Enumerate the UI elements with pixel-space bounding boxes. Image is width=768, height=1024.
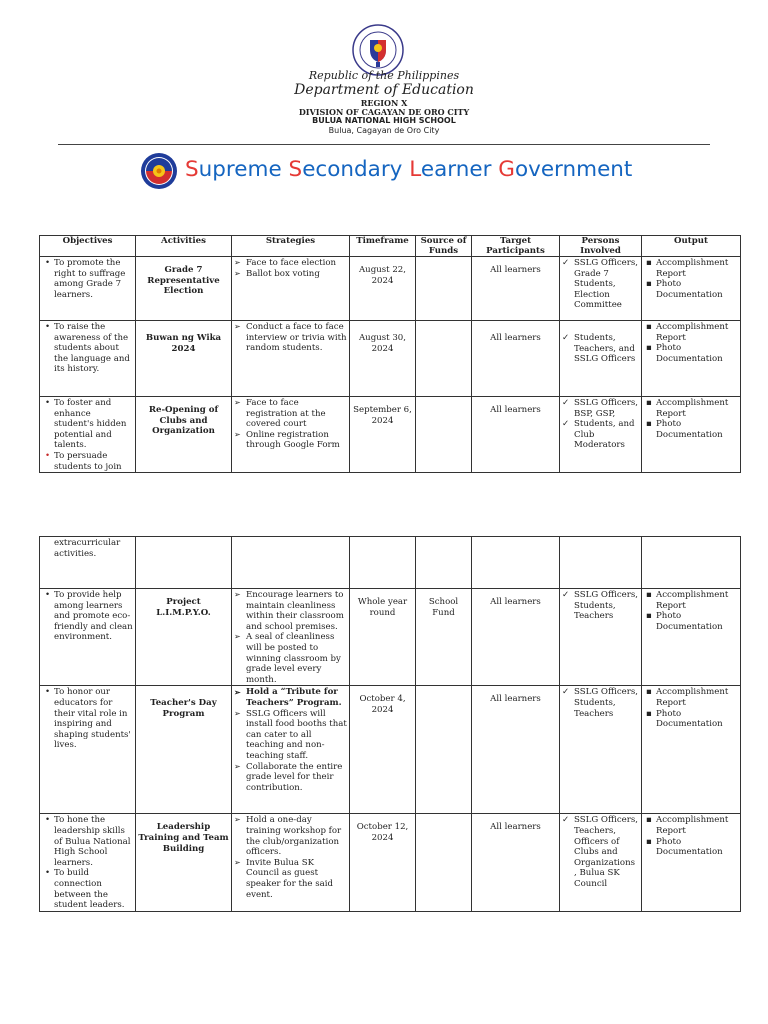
output-item: ▪ Photo Documentation bbox=[644, 419, 738, 440]
action-plan-table-page2 bbox=[39, 536, 741, 912]
region-line: REGION X bbox=[360, 98, 408, 108]
output-item: ▪ Accomplishment Report bbox=[644, 687, 738, 708]
timeframe: August 30, 2024 bbox=[350, 321, 416, 397]
table-row bbox=[40, 814, 741, 912]
output-item: ▪ Accomplishment Report bbox=[644, 590, 738, 611]
table-header-row bbox=[40, 236, 741, 257]
strategy-item: ➢ Invite Bulua SK Council as guest speaker for the said event. bbox=[234, 858, 347, 900]
strategy-item: ➢ Hold a “Tribute for Teachers” Program. bbox=[234, 687, 347, 708]
person-item: ✓ SSLG Officers, Students, Teachers bbox=[562, 590, 639, 622]
source-of-funds bbox=[416, 397, 472, 473]
division-line: DIVISION OF CAGAYAN DE ORO CITY bbox=[298, 107, 470, 117]
activity-name: Re-Opening of Clubs and Organization bbox=[136, 397, 232, 473]
activity-name: Leadership Training and Team Building bbox=[136, 814, 232, 912]
table-row bbox=[40, 589, 741, 686]
target-participants: All learners bbox=[472, 814, 560, 912]
person-item: ✓ SSLG Officers, Students, Teachers bbox=[562, 687, 639, 719]
action-plan-table-page1 bbox=[39, 235, 741, 473]
output-item: ▪ Photo Documentation bbox=[644, 279, 738, 300]
person-item: ✓ SSLG Officers, Grade 7 Students, Election Committee bbox=[562, 258, 639, 311]
sslg-logo bbox=[140, 152, 178, 190]
activity-name: Teacher's Day Program bbox=[136, 686, 232, 814]
source-of-funds bbox=[416, 257, 472, 321]
col-output: Output bbox=[642, 236, 741, 257]
header-divider bbox=[58, 144, 710, 145]
output-item: ▪ Photo Documentation bbox=[644, 709, 738, 730]
output-item: ▪ Accomplishment Report bbox=[644, 398, 738, 419]
output-item: ▪ Accomplishment Report bbox=[644, 258, 738, 279]
objective-item: • To raise the awareness of the students about the language and its history. bbox=[42, 322, 133, 375]
target-participants: All learners bbox=[472, 321, 560, 397]
table-row bbox=[40, 257, 741, 321]
strategy-item: ➢ Collaborate the entire grade level for their contribution. bbox=[234, 762, 347, 794]
objective-item: • To hone the leadership skills of Bulua National High School learners. bbox=[42, 815, 133, 868]
col-source-of-funds: Source of Funds bbox=[416, 236, 472, 257]
strategy-item: ➢ SSLG Officers will install food booths that can cater to all teaching and non-teaching staff. bbox=[234, 709, 347, 762]
sslg-banner bbox=[140, 150, 640, 192]
republic-line: Republic of the Philippines bbox=[308, 69, 460, 82]
activity-name: Buwan ng Wika 2024 bbox=[136, 321, 232, 397]
timeframe: Whole year round bbox=[350, 589, 416, 686]
col-target-participants: Target Participants bbox=[472, 236, 560, 257]
activity-name: Project L.I.M.P.Y.O. bbox=[136, 589, 232, 686]
col-activities: Activities bbox=[136, 236, 232, 257]
output-item: ▪ Photo Documentation bbox=[644, 343, 738, 364]
output-item: ▪ Photo Documentation bbox=[644, 611, 738, 632]
col-strategies: Strategies bbox=[232, 236, 350, 257]
col-persons-involved: Persons Involved bbox=[560, 236, 642, 257]
objective-item: • To promote the right to suffrage among Grade 7 learners. bbox=[42, 258, 133, 300]
table-row bbox=[40, 397, 741, 473]
department-line: Department of Education bbox=[294, 82, 474, 98]
objective-item: • To build connection between the student leaders. bbox=[42, 868, 133, 910]
person-item: ✓ Students, Teachers, and SSLG Officers bbox=[562, 333, 639, 365]
col-objectives: Objectives bbox=[40, 236, 136, 257]
source-of-funds bbox=[416, 814, 472, 912]
strategy-item: ➢ Online registration through Google Form bbox=[234, 430, 347, 451]
person-item: ✓ Students, and Club Moderators bbox=[562, 419, 639, 451]
person-item: ✓ SSLG Officers, Teachers, Officers of Clubs and Organizations , Bulua SK Council bbox=[562, 815, 639, 889]
objective-item: • To persuade students to join bbox=[42, 451, 133, 472]
timeframe: August 22, 2024 bbox=[350, 257, 416, 321]
objective-item: • To provide help among learners and promote eco-friendly and clean environment. bbox=[42, 590, 133, 643]
school-line: BULUA NATIONAL HIGH SCHOOL bbox=[312, 116, 456, 125]
target-participants: All learners bbox=[472, 257, 560, 321]
source-of-funds bbox=[416, 686, 472, 814]
person-item: ✓ SSLG Officers, BSP, GSP, bbox=[562, 398, 639, 419]
strategy-item: ➢ Face to face election bbox=[234, 258, 347, 269]
activity-name: Grade 7 Representative Election bbox=[136, 257, 232, 321]
address-line: Bulua, Cagayan de Oro City bbox=[328, 126, 440, 135]
strategy-item: ➢ Ballot box voting bbox=[234, 269, 347, 280]
table-row bbox=[40, 537, 741, 589]
strategy-item: ➢ Conduct a face to face interview or trivia with random students. bbox=[234, 322, 347, 354]
table-row bbox=[40, 686, 741, 814]
source-of-funds bbox=[416, 321, 472, 397]
strategy-item: ➢ A seal of cleanliness will be posted to winning classroom by grade level every month. bbox=[234, 632, 347, 685]
output-item: ▪ Accomplishment Report bbox=[644, 815, 738, 836]
strategy-item: ➢ Face to face registration at the covered court bbox=[234, 398, 347, 430]
objective-item: • To foster and enhance student's hidden potential and talents. bbox=[42, 398, 133, 451]
target-participants: All learners bbox=[472, 589, 560, 686]
output-item: ▪ Photo Documentation bbox=[644, 837, 738, 858]
objective-continuation: extracurricular activities. bbox=[40, 537, 136, 589]
banner-title: Supreme Secondary Learner Government bbox=[185, 157, 633, 182]
target-participants: All learners bbox=[472, 686, 560, 814]
objective-item: • To honor our educators for their vital role in inspiring and shaping students' lives. bbox=[42, 687, 133, 751]
target-participants: All learners bbox=[472, 397, 560, 473]
output-item: ▪ Accomplishment Report bbox=[644, 322, 738, 343]
strategy-item: ➢ Hold a one-day training workshop for the club/organization officers. bbox=[234, 815, 347, 857]
timeframe: October 12, 2024 bbox=[350, 814, 416, 912]
source-of-funds: School Fund bbox=[416, 589, 472, 686]
strategy-item: ➢ Encourage learners to maintain cleanliness within their classroom and school premises. bbox=[234, 590, 347, 632]
col-timeframe: Timeframe bbox=[350, 236, 416, 257]
timeframe: September 6, 2024 bbox=[350, 397, 416, 473]
table-row bbox=[40, 321, 741, 397]
timeframe: October 4, 2024 bbox=[350, 686, 416, 814]
